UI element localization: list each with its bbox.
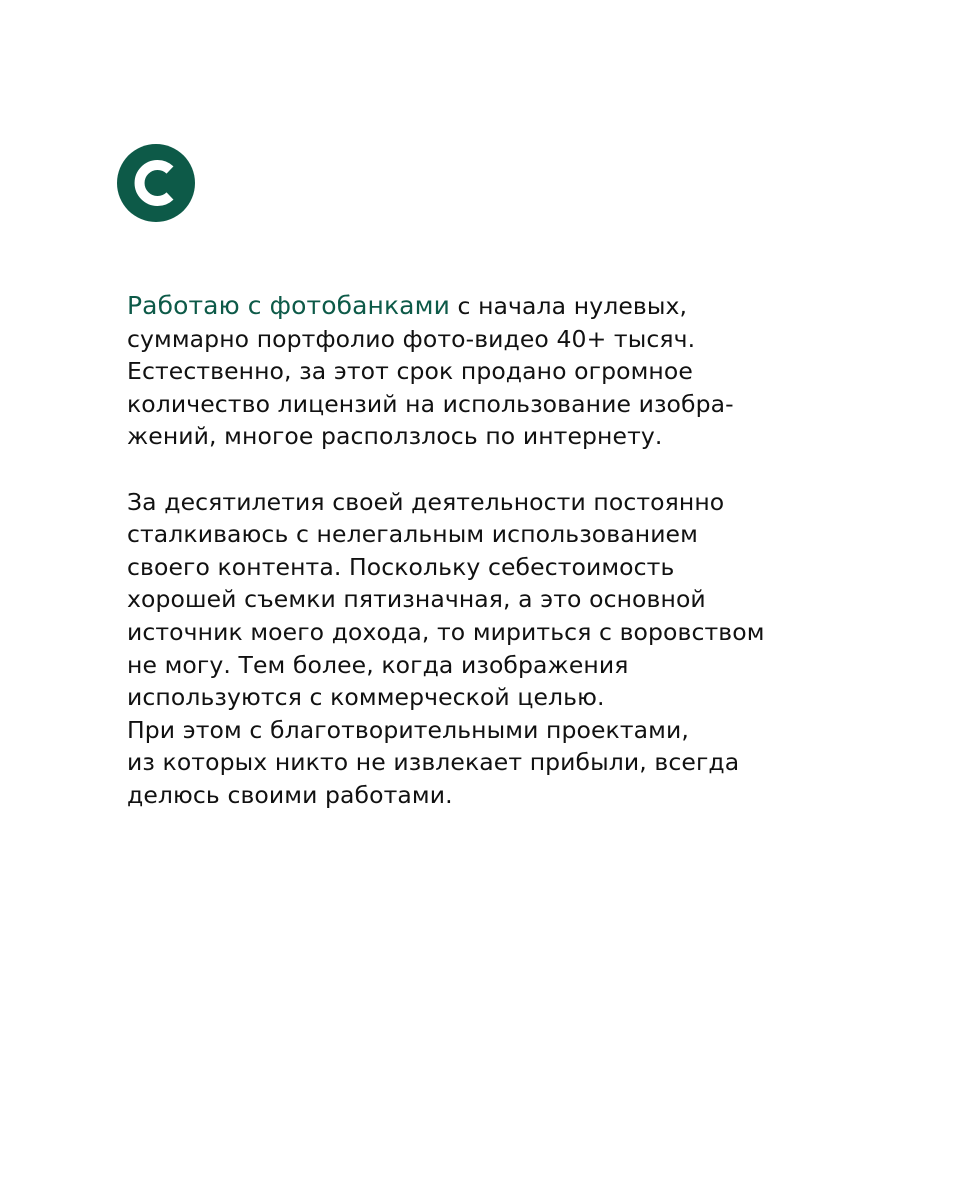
paragraph-line: За десятилетия своей деятельности постоянно <box>127 487 725 516</box>
line-text: с начала нулевых, <box>449 292 688 320</box>
copyright-logo <box>117 144 195 222</box>
paragraph-line: Естественно, за этот срок продано огромное <box>127 357 693 386</box>
paragraph-spacer <box>127 453 847 486</box>
paragraph-line: суммарно портфолио фото-видео 40+ тысяч. <box>127 324 696 353</box>
paragraph-line: из которых никто не извлекает прибыли, всегда <box>127 748 740 777</box>
paragraph-line: количество лицензий на использование изобра- <box>127 389 734 418</box>
paragraph-line: При этом с благотворительными проектами, <box>127 715 689 744</box>
paragraph-line: жений, многое расползлось по интернету. <box>127 422 663 451</box>
paragraph-line: хорошей съемки пятизначная, а это основной <box>127 585 706 614</box>
paragraph-line: делюсь своими работами. <box>127 780 453 809</box>
paragraph-line: источник моего дохода, то мириться с воровством <box>127 617 765 646</box>
paragraph-line: не могу. Тем более, когда изображения <box>127 650 629 679</box>
copyright-c-icon <box>132 157 180 209</box>
highlighted-phrase: Работаю с фотобанками <box>127 291 450 320</box>
paragraph-line <box>127 290 847 323</box>
paragraph-intro <box>127 290 847 453</box>
paragraph-line: своего контента. Поскольку себестоимость <box>127 552 675 581</box>
article-text <box>127 290 847 812</box>
paragraph-main <box>127 486 847 812</box>
paragraph-line: используются с коммерческой целью. <box>127 683 605 712</box>
paragraph-line: сталкиваюсь с нелегальным использованием <box>127 520 698 549</box>
